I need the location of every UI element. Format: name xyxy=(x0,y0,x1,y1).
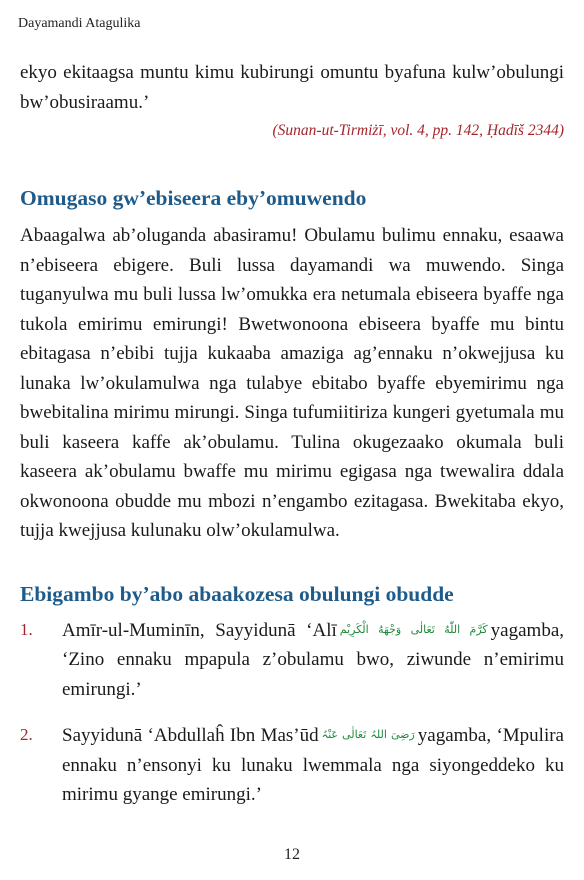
running-header: Dayamandi Atagulika xyxy=(18,16,141,31)
section-heading-sayings: Ebigambo by’abo abaakozesa obulungi obudde xyxy=(20,581,454,606)
list-item-number: 1. xyxy=(20,619,33,639)
value-of-time-paragraph: Abaagalwa ab’oluganda abasiramu! Obulamu bulimu ennaku, esaawa n’ebiseera ebigere. Buli lussa dayamandi wa muwendo. Singa tuganyulwa mu buli lussa lw’omukka era netumala ebiseera byaffe nga tukola emirimu emirungi! Bwetwonoona ebiseera byaffe mu bintu ebitagasa n’ebibi tujja kukaaba amaziga ag’ennaku n’okwejjusa ku lunaka lw’okulamulwa nga tulabye ebitabo byaffe ebyemirimu nga bwebitalina mirimu mirungi. Singa tufumiitiriza kungeri gyetumala mu buli kaseera kaffe ak’obulamu. Tulina okugezaako okumala buli kaseera ak’obulamu bwaffe mu mirimu egigasa nga twewalira ddala okwonoona obudde mu mbozi n’engambo ezitagasa. Bwekitaba ekyo, tujja kwejjusa kulunaku olw’okulamulwa. xyxy=(20,225,564,541)
list-item xyxy=(20,615,564,705)
page-number: 12 xyxy=(284,846,300,863)
speaker-name: Amīr-ul-Muminīn, Sayyidunā ‘Alī xyxy=(62,619,337,641)
sayings-list xyxy=(20,615,564,810)
honorific-arabic: رَضِیَ اللہُ تَعَالٰی عَنْہُ xyxy=(321,728,415,741)
saying-text: yagamba, ‘Mpulira ennaku n’ensonyi ku lunaku lwemmala nga siyongeddeko ku mirimu gyange emirungi.’ xyxy=(62,725,564,805)
page-body xyxy=(20,58,564,810)
speaker-name: Sayyidunā ‘Abdullaĥ Ibn Mas’ūd xyxy=(62,725,319,746)
intro-paragraph: ekyo ekitaagsa muntu kimu kubirungi omuntu byafuna kulw’obulungi bw’obusiraamu.’ xyxy=(20,62,564,113)
list-item xyxy=(20,720,564,810)
honorific-arabic: كَرَّمَ اللّٰهُ تَعَالٰى وَجْهَهُ الْكَرِيْم xyxy=(339,622,488,636)
section-heading-value-of-time: Omugaso gw’ebiseera eby’omuwendo xyxy=(20,186,367,210)
list-item-text xyxy=(62,615,564,705)
saying-text: yagamba, ‘Zino ennaku mpapula z’obulamu bwo, ziwunde n’emirimu emirungi.’ xyxy=(62,619,564,700)
list-item-text xyxy=(62,720,564,810)
list-item-number: 2. xyxy=(20,725,33,744)
hadith-citation: (Sunan-ut-Tirmiżī, vol. 4, pp. 142, Ḥadīš 2344) xyxy=(272,122,564,139)
